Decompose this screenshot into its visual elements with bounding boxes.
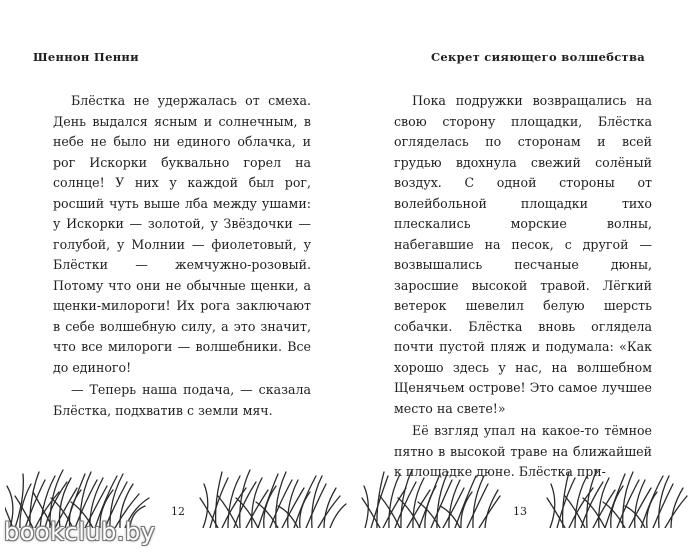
right-page	[350, 0, 700, 560]
left-page-text	[53, 91, 311, 421]
watermark-text: bookclub.by	[4, 518, 156, 546]
paragraph: Её взгляд упал на какое-то тёмное пятно в высокой траве на ближайшей к площадке дюне. Блёстка при-	[394, 423, 652, 479]
running-head-author: Шеннон Пенни	[33, 50, 139, 64]
grass-icon	[360, 468, 505, 528]
grass-icon	[545, 468, 695, 528]
running-head-title: Секрет сияющего волшебства	[430, 50, 645, 64]
page-number: 13	[513, 505, 527, 518]
paragraph: — Теперь наша подача, — сказала Блёстка, подхватив с земли мяч.	[53, 382, 311, 418]
page-number: 12	[171, 505, 185, 518]
right-page-text	[394, 91, 652, 483]
paragraph: Пока подружки возвращались на свою сторону площадки, Блёстка огляделась по сторонам и всей грудью вдохнула свежий солёный воздух. С одной стороны от волейбольной площадки тихо плескались морские волны, набегавшие на песок, с другой — возвышались песчаные дюны, заросшие высокой травой. Лёгкий ветерок шевелил белую шерсть собачки. Блёстка вновь оглядела почти пустой пляж и подумала: «Как хорошо здесь у нас, на волшебном Щенячьем острове! Это самое лучшее место на свете!»	[394, 93, 652, 416]
paragraph: Блёстка не удержалась от смеха. День выдался ясным и солнечным, в небе не было ни единого облачка, и рог Искорки буквально горел на солнце! У них у каждой был рог, росший чуть выше лба между ушами: у Искорки — золотой, у Звёздочки — голубой, у Молнии — фиолетовый, у Блёстки — жемчужно-розовый. Потому что они не обычные щенки, а щенки-милороги! Их рога заключают в себе волшебную силу, а это значит, что все милороги — волшебники. Все до единого!	[53, 93, 311, 375]
grass-icon	[198, 468, 348, 528]
